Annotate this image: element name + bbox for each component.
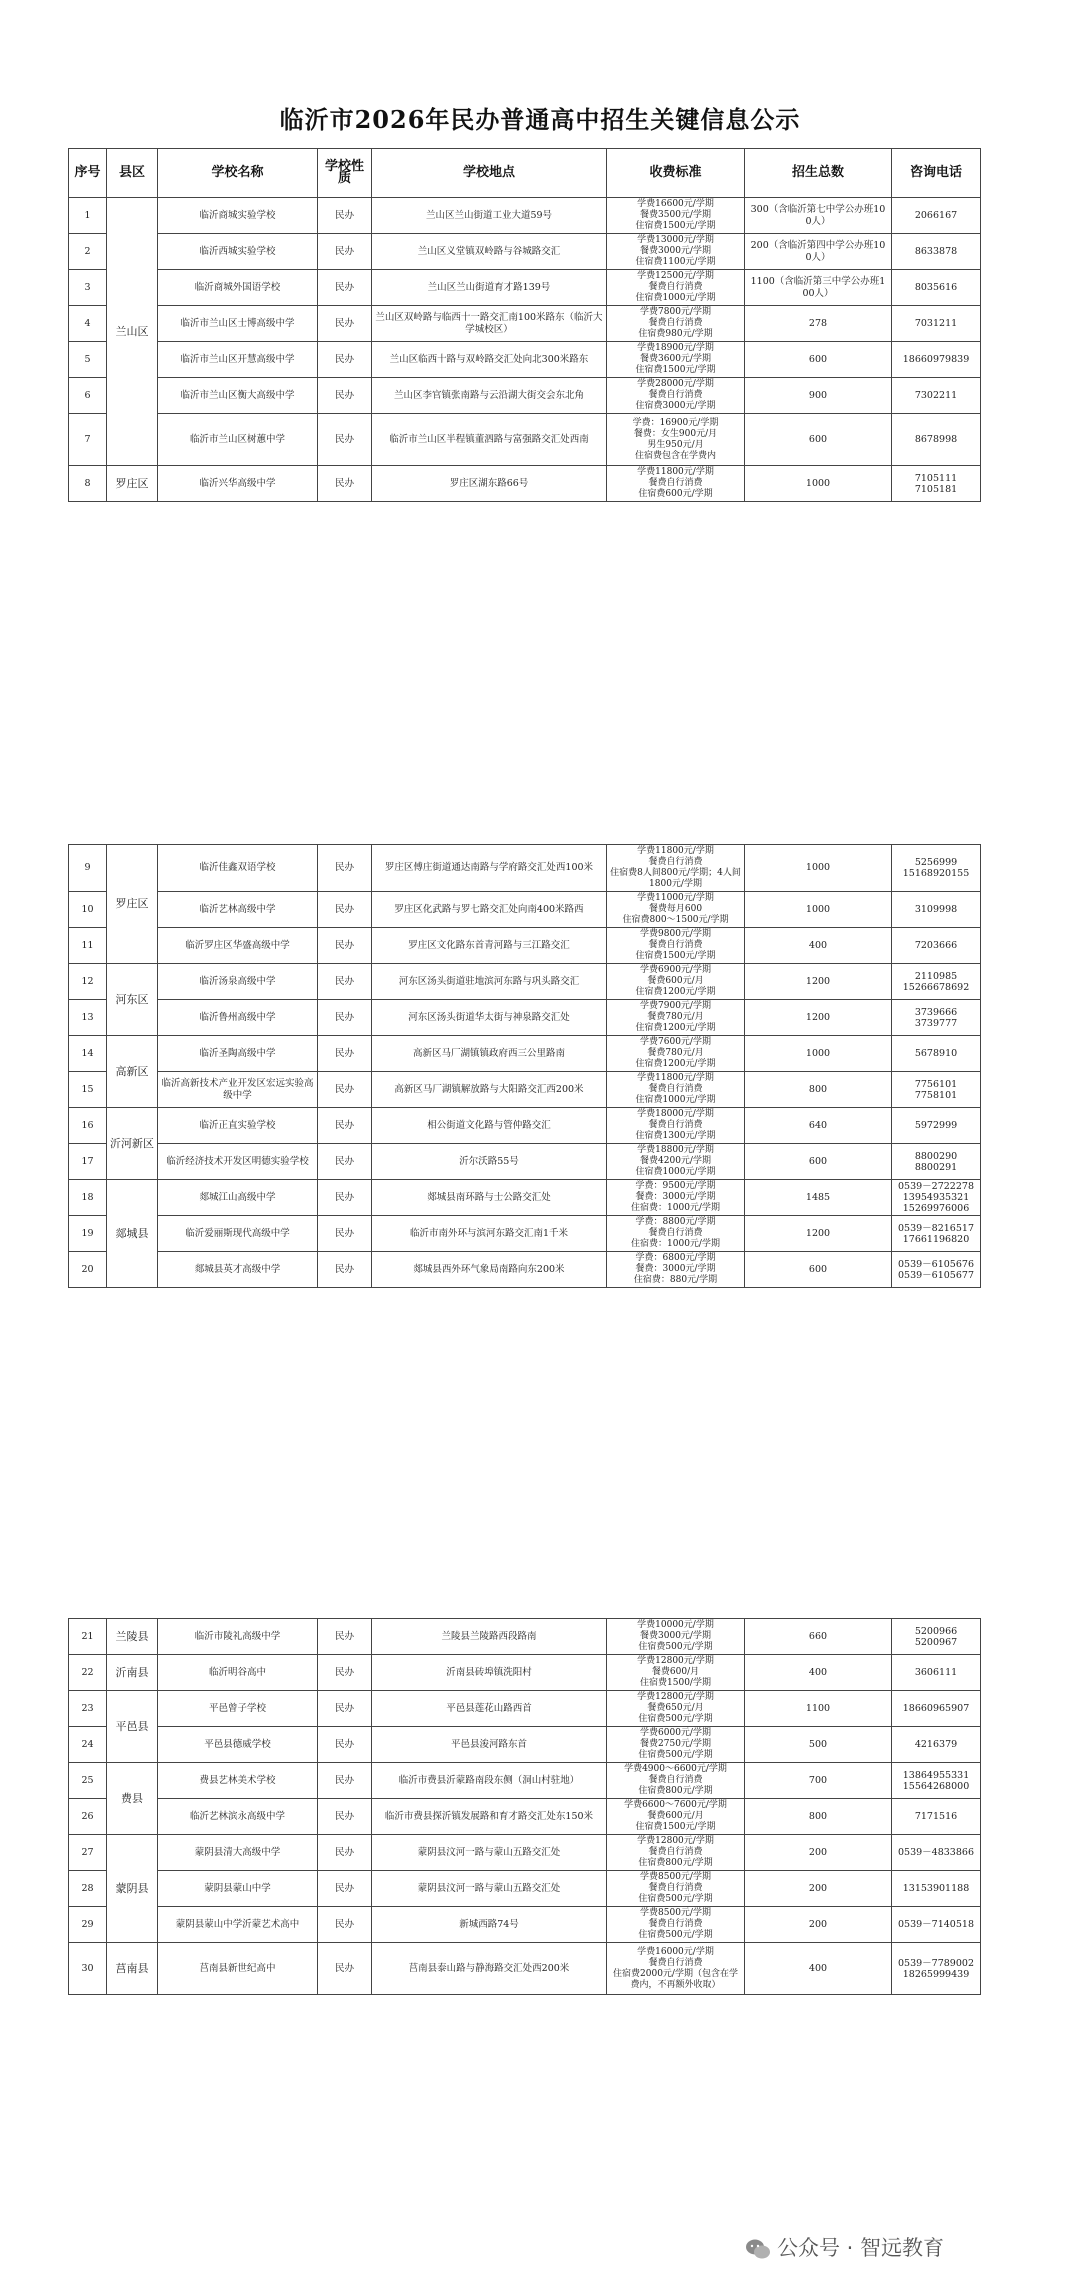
cell-fee-standard: 学费：9500元/学期 餐费：3000元/学期 住宿费：1000元/学期	[607, 1180, 745, 1216]
cell-no: 6	[69, 378, 107, 414]
cell-school-name: 平邑曾子学校	[158, 1691, 318, 1727]
cell-school-nature: 民办	[318, 845, 372, 892]
table-row	[69, 964, 981, 1000]
table-row	[69, 1036, 981, 1072]
cell-phone: 0539－7789002 18265999439	[892, 1943, 981, 1995]
cell-school-name: 临沂商城实验学校	[158, 198, 318, 234]
cell-fee-standard: 学费12800元/学期 餐费600/月 住宿费1500/学期	[607, 1655, 745, 1691]
cell-school-nature: 民办	[318, 1871, 372, 1907]
cell-school-nature: 民办	[318, 928, 372, 964]
cell-school-nature: 民办	[318, 342, 372, 378]
cell-fee-standard: 学费6600～7600元/学期 餐费600元/月 住宿费1500元/学期	[607, 1799, 745, 1835]
cell-school-name: 莒南县新世纪高中	[158, 1943, 318, 1995]
cell-school-name: 临沂市兰山区树蕙中学	[158, 414, 318, 466]
cell-school-nature: 民办	[318, 1619, 372, 1655]
cell-no: 4	[69, 306, 107, 342]
cell-no: 13	[69, 1000, 107, 1036]
cell-school-nature: 民办	[318, 964, 372, 1000]
cell-phone: 13153901188	[892, 1871, 981, 1907]
table-row	[69, 1072, 981, 1108]
cell-school-location: 郯城县南环路与士公路交汇处	[372, 1180, 607, 1216]
cell-no: 20	[69, 1252, 107, 1288]
cell-school-nature: 民办	[318, 1180, 372, 1216]
cell-school-nature: 民办	[318, 1000, 372, 1036]
table-row	[69, 342, 981, 378]
cell-enrollment-total: 640	[745, 1108, 892, 1144]
cell-school-name: 临沂商城外国语学校	[158, 270, 318, 306]
cell-no: 12	[69, 964, 107, 1000]
cell-school-location: 罗庄区化武路与罗七路交汇处向南400米路西	[372, 892, 607, 928]
cell-fee-standard: 学费8500元/学期 餐费自行消费 住宿费500元/学期	[607, 1871, 745, 1907]
header-no: 序号	[69, 149, 107, 198]
header-school-name: 学校名称	[158, 149, 318, 198]
table-row	[69, 270, 981, 306]
page-title: 临沂市2026年民办普通高中招生关键信息公示	[279, 105, 801, 134]
header-school-location: 学校地点	[372, 149, 607, 198]
cell-district: 兰山区	[107, 198, 158, 466]
cell-enrollment-total: 1200	[745, 964, 892, 1000]
cell-phone: 2066167	[892, 198, 981, 234]
cell-phone: 5678910	[892, 1036, 981, 1072]
cell-school-location: 兰山区双岭路与临西十一路交汇南100米路东（临沂大学城校区）	[372, 306, 607, 342]
header-enrollment-total: 招生总数	[745, 149, 892, 198]
cell-school-nature: 民办	[318, 306, 372, 342]
cell-school-nature: 民办	[318, 1216, 372, 1252]
cell-school-location: 临沂市兰山区半程镇董泗路与富强路交汇处西南	[372, 414, 607, 466]
cell-school-location: 罗庄区傅庄街道通达南路与学府路交汇处西100米	[372, 845, 607, 892]
cell-school-location: 临沂市费县沂蒙路南段东侧（洞山村驻地）	[372, 1763, 607, 1799]
cell-no: 28	[69, 1871, 107, 1907]
cell-fee-standard: 学费：6800元/学期 餐费：3000元/学期 住宿费：880元/学期	[607, 1252, 745, 1288]
cell-school-nature: 民办	[318, 1252, 372, 1288]
cell-enrollment-total: 1100	[745, 1691, 892, 1727]
cell-enrollment-total: 1100（含临沂第三中学公办班100人）	[745, 270, 892, 306]
cell-school-location: 罗庄区文化路东首青河路与三江路交汇	[372, 928, 607, 964]
cell-fee-standard: 学费16600元/学期 餐费3500元/学期 住宿费1500元/学期	[607, 198, 745, 234]
cell-school-name: 蒙阴县蒙山中学沂蒙艺术高中	[158, 1907, 318, 1943]
cell-fee-standard: 学费12500元/学期 餐费自行消费 住宿费1000元/学期	[607, 270, 745, 306]
cell-school-nature: 民办	[318, 466, 372, 502]
cell-school-nature: 民办	[318, 1907, 372, 1943]
cell-fee-standard: 学费11800元/学期 餐费自行消费 住宿费8人间800元/学期；4人间1800元/学期	[607, 845, 745, 892]
cell-school-location: 兰山区兰山街道工业大道59号	[372, 198, 607, 234]
cell-school-location: 沂尔沃路55号	[372, 1144, 607, 1180]
table-row	[69, 1799, 981, 1835]
cell-fee-standard: 学费7600元/学期 餐费780元/月 住宿费1200元/学期	[607, 1036, 745, 1072]
cell-school-nature: 民办	[318, 1072, 372, 1108]
cell-phone: 5200966 5200967	[892, 1619, 981, 1655]
cell-no: 9	[69, 845, 107, 892]
cell-school-nature: 民办	[318, 1943, 372, 1995]
table-row	[69, 928, 981, 964]
cell-enrollment-total: 1200	[745, 1216, 892, 1252]
cell-enrollment-total: 800	[745, 1799, 892, 1835]
cell-school-name: 费县艺林美术学校	[158, 1763, 318, 1799]
cell-fee-standard: 学费10000元/学期 餐费3000元/学期 住宿费500元/学期	[607, 1619, 745, 1655]
table-row	[69, 198, 981, 234]
cell-no: 17	[69, 1144, 107, 1180]
cell-no: 1	[69, 198, 107, 234]
cell-school-name: 临沂市兰山区衡大高级中学	[158, 378, 318, 414]
cell-fee-standard: 学费：8800元/学期 餐费自行消费 住宿费：1000元/学期	[607, 1216, 745, 1252]
cell-school-name: 临沂市兰山区开慧高级中学	[158, 342, 318, 378]
cell-no: 26	[69, 1799, 107, 1835]
cell-no: 30	[69, 1943, 107, 1995]
cell-no: 8	[69, 466, 107, 502]
table-row	[69, 466, 981, 502]
watermark-text: 公众号 · 智远教育	[777, 2236, 945, 2260]
cell-fee-standard: 学费16000元/学期 餐费自行消费 住宿费2000元/学期（包含在学费内，不再额外收取）	[607, 1943, 745, 1995]
cell-fee-standard: 学费6000元/学期 餐费2750元/学期 住宿费500元/学期	[607, 1727, 745, 1763]
cell-enrollment-total: 1000	[745, 845, 892, 892]
table-row	[69, 892, 981, 928]
cell-fee-standard: 学费12800元/学期 餐费自行消费 住宿费800元/学期	[607, 1835, 745, 1871]
cell-school-nature: 民办	[318, 1108, 372, 1144]
cell-phone: 3606111	[892, 1655, 981, 1691]
cell-school-name: 临沂艺林滨永高级中学	[158, 1799, 318, 1835]
cell-enrollment-total: 700	[745, 1763, 892, 1799]
cell-enrollment-total: 200	[745, 1835, 892, 1871]
cell-fee-standard: 学费18900元/学期 餐费3600元/学期 住宿费1500元/学期	[607, 342, 745, 378]
cell-phone: 18660979839	[892, 342, 981, 378]
cell-no: 19	[69, 1216, 107, 1252]
cell-no: 21	[69, 1619, 107, 1655]
cell-school-name: 蒙阴县清大高级中学	[158, 1835, 318, 1871]
cell-no: 11	[69, 928, 107, 964]
table-row	[69, 1216, 981, 1252]
cell-school-nature: 民办	[318, 1655, 372, 1691]
cell-school-name: 临沂兴华高级中学	[158, 466, 318, 502]
cell-school-name: 郯城县英才高级中学	[158, 1252, 318, 1288]
table-row	[69, 845, 981, 892]
cell-school-name: 临沂佳鑫双语学校	[158, 845, 318, 892]
cell-school-name: 临沂市陵礼高级中学	[158, 1619, 318, 1655]
cell-school-name: 临沂正直实验学校	[158, 1108, 318, 1144]
table-row	[69, 1108, 981, 1144]
cell-no: 5	[69, 342, 107, 378]
enrollment-table-part-3	[68, 1618, 981, 1995]
cell-district: 平邑县	[107, 1691, 158, 1763]
cell-school-name: 临沂明谷高中	[158, 1655, 318, 1691]
cell-enrollment-total: 200（含临沂第四中学公办班100人）	[745, 234, 892, 270]
cell-fee-standard: 学费12800元/学期 餐费650元/月 住宿费500元/学期	[607, 1691, 745, 1727]
cell-school-name: 临沂艺林高级中学	[158, 892, 318, 928]
cell-no: 29	[69, 1907, 107, 1943]
table-row	[69, 1619, 981, 1655]
cell-no: 15	[69, 1072, 107, 1108]
cell-school-location: 兰山区李官镇张南路与云沿湖大街交会东北角	[372, 378, 607, 414]
cell-enrollment-total: 1200	[745, 1000, 892, 1036]
cell-no: 10	[69, 892, 107, 928]
cell-phone: 8633878	[892, 234, 981, 270]
cell-no: 27	[69, 1835, 107, 1871]
cell-enrollment-total: 500	[745, 1727, 892, 1763]
cell-district: 高新区	[107, 1036, 158, 1108]
cell-phone: 13864955331 15564268000	[892, 1763, 981, 1799]
cell-school-name: 临沂经济技术开发区明德实验学校	[158, 1144, 318, 1180]
cell-school-name: 临沂圣陶高级中学	[158, 1036, 318, 1072]
cell-fee-standard: 学费4900～6600元/学期 餐费自行消费 住宿费800元/学期	[607, 1763, 745, 1799]
cell-school-location: 兰山区兰山街道育才路139号	[372, 270, 607, 306]
cell-school-location: 兰山区临西十路与双岭路交汇处向北300米路东	[372, 342, 607, 378]
table-row	[69, 1727, 981, 1763]
cell-school-location: 郯城县西外环气象局南路向东200米	[372, 1252, 607, 1288]
cell-district: 费县	[107, 1763, 158, 1835]
cell-enrollment-total: 600	[745, 1252, 892, 1288]
cell-school-nature: 民办	[318, 1835, 372, 1871]
table-row	[69, 1763, 981, 1799]
cell-phone: 5256999 15168920155	[892, 845, 981, 892]
cell-phone: 0539－7140518	[892, 1907, 981, 1943]
cell-school-location: 河东区汤头街道华太街与神泉路交汇处	[372, 1000, 607, 1036]
cell-phone: 0539－2722278 13954935321 15269976006	[892, 1180, 981, 1216]
cell-enrollment-total: 200	[745, 1871, 892, 1907]
cell-phone: 0539－6105676 0539－6105677	[892, 1252, 981, 1288]
cell-school-nature: 民办	[318, 892, 372, 928]
cell-enrollment-total: 900	[745, 378, 892, 414]
table-row	[69, 1000, 981, 1036]
cell-school-nature: 民办	[318, 1144, 372, 1180]
cell-district: 莒南县	[107, 1943, 158, 1995]
cell-phone: 7302211	[892, 378, 981, 414]
cell-phone: 8800290 8800291	[892, 1144, 981, 1180]
cell-phone: 0539－4833866	[892, 1835, 981, 1871]
enrollment-table-part-2	[68, 844, 981, 1288]
cell-fee-standard: 学费18000元/学期 餐费自行消费 住宿费1300元/学期	[607, 1108, 745, 1144]
cell-phone: 2110985 15266678692	[892, 964, 981, 1000]
cell-fee-standard: 学费：16900元/学期 餐费：女生900元/月 男生950元/月 住宿费包含在学费内	[607, 414, 745, 466]
table-row	[69, 1871, 981, 1907]
cell-school-nature: 民办	[318, 234, 372, 270]
cell-enrollment-total: 660	[745, 1619, 892, 1655]
cell-fee-standard: 学费9800元/学期 餐费自行消费 住宿费1500元/学期	[607, 928, 745, 964]
cell-school-nature: 民办	[318, 378, 372, 414]
header-phone: 咨询电话	[892, 149, 981, 198]
cell-enrollment-total: 600	[745, 342, 892, 378]
cell-fee-standard: 学费11800元/学期 餐费自行消费 住宿费600元/学期	[607, 466, 745, 502]
table-row	[69, 1180, 981, 1216]
cell-phone: 3739666 3739777	[892, 1000, 981, 1036]
table-row	[69, 1691, 981, 1727]
cell-school-location: 河东区汤头街道驻地滨河东路与巩头路交汇	[372, 964, 607, 1000]
table-row	[69, 234, 981, 270]
header-fee-standard: 收费标准	[607, 149, 745, 198]
header-district: 县区	[107, 149, 158, 198]
cell-school-location: 兰陵县兰陵路西段路南	[372, 1619, 607, 1655]
cell-school-nature: 民办	[318, 1763, 372, 1799]
cell-phone: 8035616	[892, 270, 981, 306]
cell-district: 罗庄区	[107, 466, 158, 502]
cell-no: 25	[69, 1763, 107, 1799]
cell-enrollment-total: 200	[745, 1907, 892, 1943]
cell-phone: 0539－8216517 17661196820	[892, 1216, 981, 1252]
cell-fee-standard: 学费6900元/学期 餐费600元/月 住宿费1200元/学期	[607, 964, 745, 1000]
cell-phone: 7105111 7105181	[892, 466, 981, 502]
cell-school-nature: 民办	[318, 1799, 372, 1835]
cell-phone: 7031211	[892, 306, 981, 342]
cell-school-location: 莒南县泰山路与静海路交汇处西200米	[372, 1943, 607, 1995]
table-row	[69, 378, 981, 414]
cell-enrollment-total: 1000	[745, 1036, 892, 1072]
cell-phone: 3109998	[892, 892, 981, 928]
table-row	[69, 1252, 981, 1288]
cell-school-name: 临沂市兰山区士博高级中学	[158, 306, 318, 342]
cell-fee-standard: 学费18800元/学期 餐费4200元/学期 住宿费1000元/学期	[607, 1144, 745, 1180]
cell-phone: 7756101 7758101	[892, 1072, 981, 1108]
cell-enrollment-total: 400	[745, 1943, 892, 1995]
cell-school-name: 蒙阴县蒙山中学	[158, 1871, 318, 1907]
cell-school-name: 平邑县德威学校	[158, 1727, 318, 1763]
cell-enrollment-total: 278	[745, 306, 892, 342]
cell-fee-standard: 学费28000元/学期 餐费自行消费 住宿费3000元/学期	[607, 378, 745, 414]
cell-no: 2	[69, 234, 107, 270]
cell-enrollment-total: 800	[745, 1072, 892, 1108]
cell-school-name: 临沂高新技术产业开发区宏远实验高级中学	[158, 1072, 318, 1108]
cell-fee-standard: 学费7900元/学期 餐费780元/月 住宿费1200元/学期	[607, 1000, 745, 1036]
table-header-row	[69, 149, 981, 198]
cell-school-location: 高新区马厂湖镇解放路与大阳路交汇西200米	[372, 1072, 607, 1108]
cell-phone: 8678998	[892, 414, 981, 466]
cell-school-location: 罗庄区湖东路66号	[372, 466, 607, 502]
cell-district: 沂河新区	[107, 1108, 158, 1180]
cell-school-nature: 民办	[318, 1727, 372, 1763]
watermark	[745, 2232, 944, 2262]
table-row	[69, 1655, 981, 1691]
cell-fee-standard: 学费11800元/学期 餐费自行消费 住宿费1000元/学期	[607, 1072, 745, 1108]
cell-school-name: 临沂西城实验学校	[158, 234, 318, 270]
cell-district: 河东区	[107, 964, 158, 1036]
cell-no: 18	[69, 1180, 107, 1216]
cell-school-location: 兰山区义堂镇双岭路与谷城路交汇	[372, 234, 607, 270]
cell-school-location: 临沂市费县探沂镇发展路和育才路交汇处东150米	[372, 1799, 607, 1835]
cell-school-location: 相公街道文化路与管仲路交汇	[372, 1108, 607, 1144]
cell-phone: 7171516	[892, 1799, 981, 1835]
cell-no: 7	[69, 414, 107, 466]
cell-school-name: 临沂爱丽斯现代高级中学	[158, 1216, 318, 1252]
cell-district: 沂南县	[107, 1655, 158, 1691]
cell-school-name: 临沂鲁州高级中学	[158, 1000, 318, 1036]
table-row	[69, 1907, 981, 1943]
wechat-icon	[745, 2238, 771, 2260]
cell-school-nature: 民办	[318, 1036, 372, 1072]
cell-enrollment-total: 300（含临沂第七中学公办班100人）	[745, 198, 892, 234]
cell-school-name: 临沂罗庄区华盛高级中学	[158, 928, 318, 964]
cell-school-location: 蒙阴县汶河一路与蒙山五路交汇处	[372, 1835, 607, 1871]
cell-school-location: 临沂市南外环与滨河东路交汇南1千米	[372, 1216, 607, 1252]
cell-school-location: 沂南县砖埠镇洗阳村	[372, 1655, 607, 1691]
cell-enrollment-total: 400	[745, 1655, 892, 1691]
cell-school-nature: 民办	[318, 198, 372, 234]
cell-enrollment-total: 400	[745, 928, 892, 964]
cell-no: 23	[69, 1691, 107, 1727]
cell-school-name: 临沂汤泉高级中学	[158, 964, 318, 1000]
cell-school-name: 郯城江山高级中学	[158, 1180, 318, 1216]
cell-enrollment-total: 600	[745, 1144, 892, 1180]
cell-school-location: 平邑县莲花山路西首	[372, 1691, 607, 1727]
cell-school-nature: 民办	[318, 414, 372, 466]
cell-enrollment-total: 1000	[745, 466, 892, 502]
cell-fee-standard: 学费7800元/学期 餐费自行消费 住宿费980元/学期	[607, 306, 745, 342]
cell-phone: 7203666	[892, 928, 981, 964]
cell-enrollment-total: 1000	[745, 892, 892, 928]
table-row	[69, 1943, 981, 1995]
header-school-nature: 学校性质	[318, 149, 372, 198]
cell-fee-standard: 学费8500元/学期 餐费自行消费 住宿费500元/学期	[607, 1907, 745, 1943]
enrollment-table-part-1	[68, 148, 981, 502]
cell-no: 24	[69, 1727, 107, 1763]
table-row	[69, 1144, 981, 1180]
cell-no: 14	[69, 1036, 107, 1072]
cell-district: 蒙阴县	[107, 1835, 158, 1943]
cell-no: 3	[69, 270, 107, 306]
cell-enrollment-total: 1485	[745, 1180, 892, 1216]
cell-district: 罗庄区	[107, 845, 158, 964]
cell-phone: 5972999	[892, 1108, 981, 1144]
cell-school-nature: 民办	[318, 270, 372, 306]
cell-school-location: 新城西路74号	[372, 1907, 607, 1943]
cell-no: 22	[69, 1655, 107, 1691]
cell-no: 16	[69, 1108, 107, 1144]
cell-fee-standard: 学费13000元/学期 餐费3000元/学期 住宿费1100元/学期	[607, 234, 745, 270]
cell-school-nature: 民办	[318, 1691, 372, 1727]
cell-enrollment-total: 600	[745, 414, 892, 466]
cell-school-location: 高新区马厂湖镇镇政府西三公里路南	[372, 1036, 607, 1072]
table-row	[69, 1835, 981, 1871]
cell-fee-standard: 学费11000元/学期 餐费每月600 住宿费800～1500元/学期	[607, 892, 745, 928]
cell-school-location: 蒙阴县汶河一路与蒙山五路交汇处	[372, 1871, 607, 1907]
cell-phone: 4216379	[892, 1727, 981, 1763]
table-row	[69, 414, 981, 466]
cell-district: 郯城县	[107, 1180, 158, 1288]
cell-school-location: 平邑县浚河路东首	[372, 1727, 607, 1763]
cell-phone: 18660965907	[892, 1691, 981, 1727]
cell-district: 兰陵县	[107, 1619, 158, 1655]
table-row	[69, 306, 981, 342]
